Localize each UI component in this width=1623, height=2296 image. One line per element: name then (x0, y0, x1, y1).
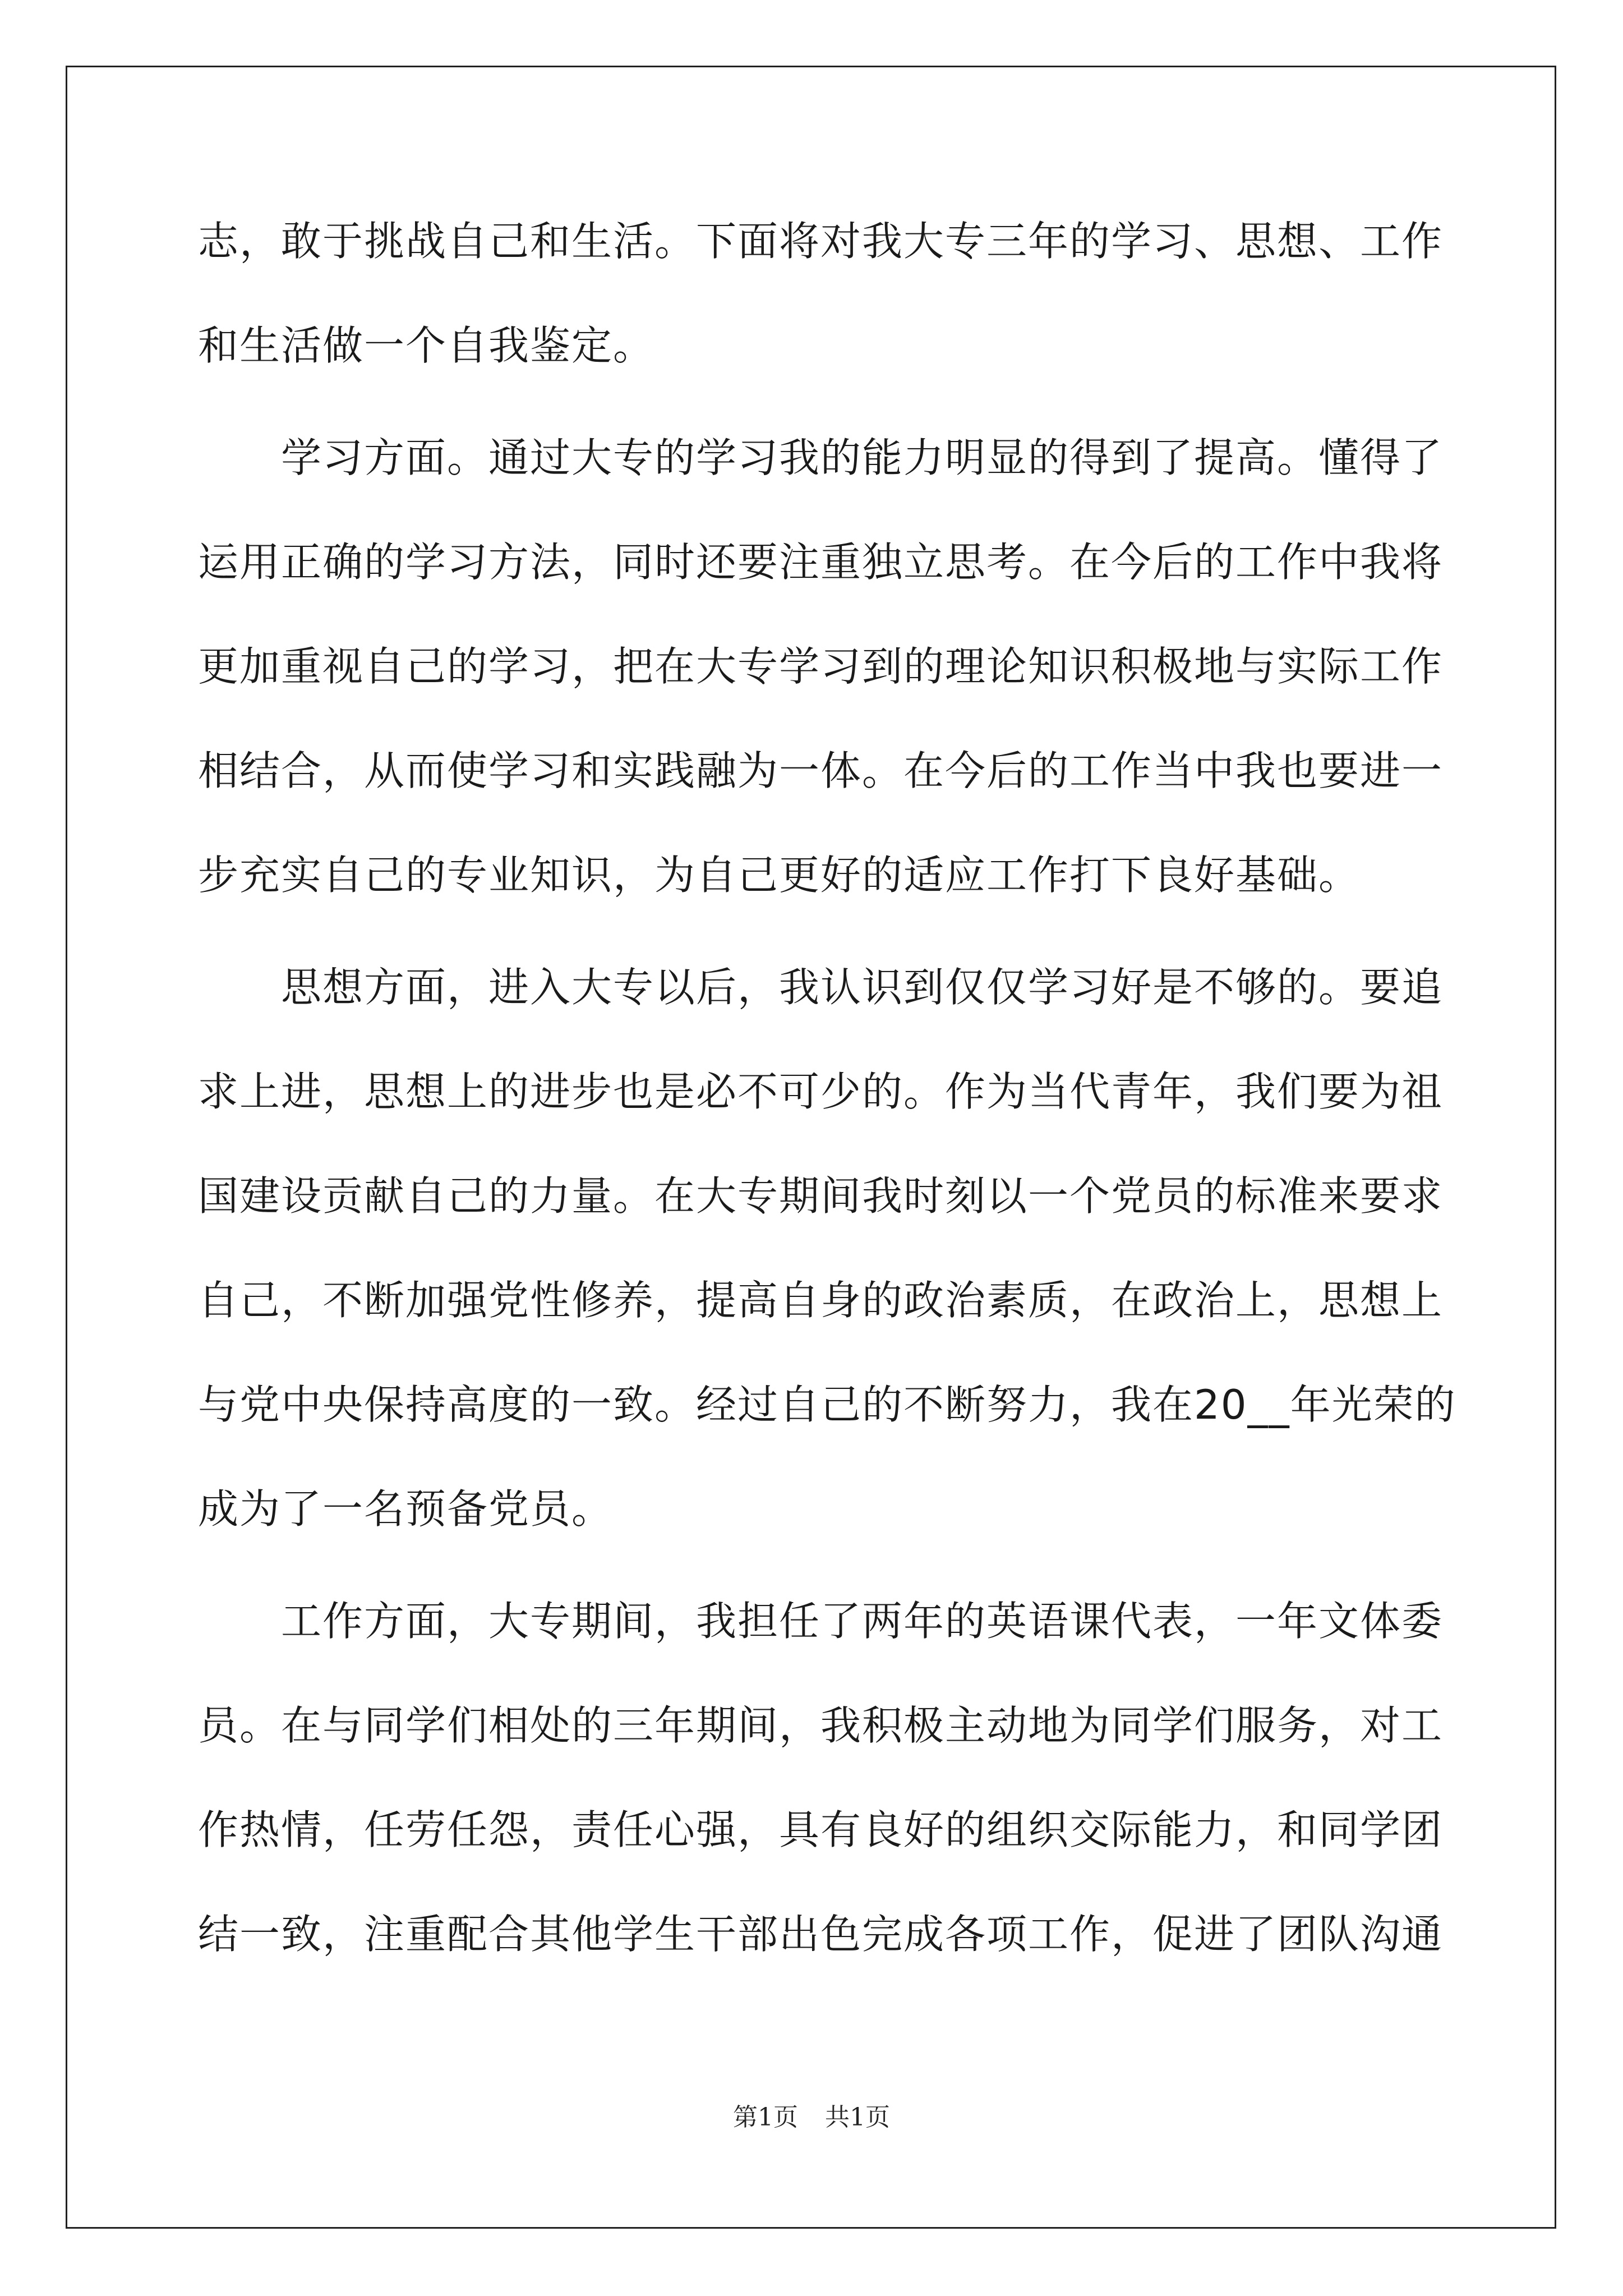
page-footer (0, 2101, 1623, 2134)
text-line: 更加重视自己的学习，把在大专学习到的理论知识积极地与实际工作 (198, 643, 1444, 690)
text-line: 思想方面，进入大专以后，我认识到仅仅学习好是不够的。要追 (198, 964, 1444, 1011)
text-line: 国建设贡献自己的力量。在大专期间我时刻以一个党员的标准来要求 (198, 1172, 1444, 1220)
text-line: 志，敢于挑战自己和生活。下面将对我大专三年的学习、思想、工作 (198, 218, 1444, 265)
text-line: 作热情，任劳任怨，责任心强，具有良好的组织交际能力，和同学团 (198, 1806, 1444, 1853)
text-line: 步充实自己的专业知识，为自己更好的适应工作打下良好基础。 (198, 852, 1361, 899)
text-line: 求上进，思想上的进步也是必不可少的。作为当代青年，我们要为祖 (198, 1068, 1444, 1115)
page-number-total: 共1页 (825, 2103, 890, 2132)
text-line: 与党中央保持高度的一致。经过自己的不断努力，我在20__年光荣的 (198, 1381, 1456, 1428)
page-number-current: 第1页 (733, 2103, 798, 2132)
text-line: 相结合，从而使学习和实践融为一体。在今后的工作当中我也要进一 (198, 747, 1444, 794)
text-line: 和生活做一个自我鉴定。 (198, 322, 655, 369)
text-line: 成为了一名预备党员。 (198, 1485, 614, 1533)
text-line: 员。在与同学们相处的三年期间，我积极主动地为同学们服务，对工 (198, 1702, 1444, 1749)
text-line: 运用正确的学习方法，同时还要注重独立思考。在今后的工作中我将 (198, 539, 1444, 586)
text-line: 结一致，注重配合其他学生干部出色完成各项工作，促进了团队沟通 (198, 1911, 1444, 1958)
document-body (198, 208, 1456, 2005)
text-line: 学习方面。通过大专的学习我的能力明显的得到了提高。懂得了 (198, 434, 1444, 481)
text-line: 工作方面，大专期间，我担任了两年的英语课代表，一年文体委 (198, 1598, 1444, 1645)
text-line: 自己，不断加强党性修养，提高自身的政治素质，在政治上，思想上 (198, 1277, 1444, 1324)
